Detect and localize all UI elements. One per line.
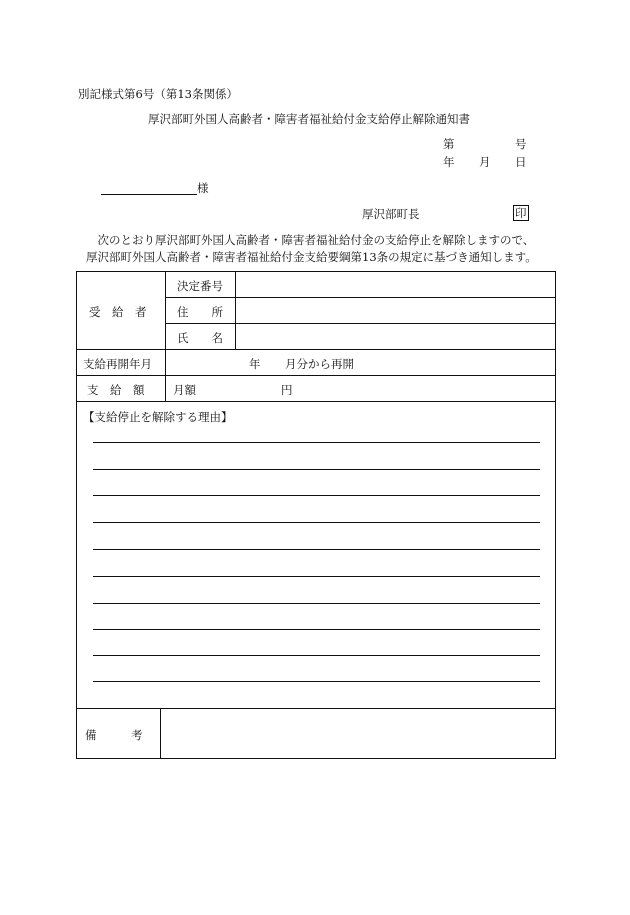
address-field[interactable] <box>236 298 556 323</box>
number-suffix: 号 <box>515 137 527 151</box>
reason-line[interactable] <box>93 681 540 682</box>
reason-line[interactable] <box>93 655 540 656</box>
date-day: 日 <box>515 155 527 169</box>
decision-number-label: 決定番号 <box>177 279 223 293</box>
decision-number-field[interactable] <box>236 273 556 297</box>
name-label: 氏 名 <box>177 331 223 345</box>
reason-line[interactable] <box>93 495 540 496</box>
reason-line[interactable] <box>93 576 540 577</box>
name-field[interactable] <box>236 324 556 349</box>
number-prefix: 第 <box>443 137 455 151</box>
date-year: 年 <box>443 155 455 169</box>
recipient-label: 受 給 者 <box>89 305 147 319</box>
reason-line[interactable] <box>93 469 540 470</box>
date-month: 月 <box>479 155 491 169</box>
seal-mark: 印 <box>515 206 527 220</box>
reason-line[interactable] <box>93 549 540 550</box>
recipient-honorific: 様 <box>197 181 209 195</box>
notice-table <box>76 271 556 759</box>
reason-line[interactable] <box>93 522 540 523</box>
remarks-label: 備 考 <box>85 728 143 742</box>
reason-line[interactable] <box>93 442 540 443</box>
reason-label: 【支給停止を解除する理由】 <box>83 410 233 424</box>
resume-date-label: 支給再開年月 <box>83 357 152 371</box>
recipient-name-field[interactable] <box>101 181 197 195</box>
remarks-field[interactable] <box>162 709 555 759</box>
reason-line[interactable] <box>93 603 540 604</box>
monthly-amount-label: 月額 <box>173 383 196 397</box>
notice-body <box>86 232 556 266</box>
document-number <box>443 136 527 152</box>
notice-body-line-2: 厚沢部町外国人高齢者・障害者福祉給付金支給要綱第13条の規定に基づき通知します。 <box>86 250 537 264</box>
address-label: 住 所 <box>177 305 223 319</box>
resume-month-label: 月分から再開 <box>285 357 354 371</box>
amount-label: 支 給 額 <box>87 383 145 397</box>
resume-year-label: 年 <box>249 357 261 371</box>
form-number: 別記様式第6号（第13条関係） <box>78 87 238 101</box>
issuer-name: 厚沢部町長 <box>362 207 420 221</box>
yen-label: 円 <box>281 383 293 397</box>
notice-body-line-1: 次のとおり厚沢部町外国人高齢者・障害者福祉給付金の支給停止を解除しますので、 <box>86 233 535 247</box>
reason-line[interactable] <box>93 629 540 630</box>
document-title: 厚沢部町外国人高齢者・障害者福祉給付金支給停止解除通知書 <box>148 112 470 126</box>
